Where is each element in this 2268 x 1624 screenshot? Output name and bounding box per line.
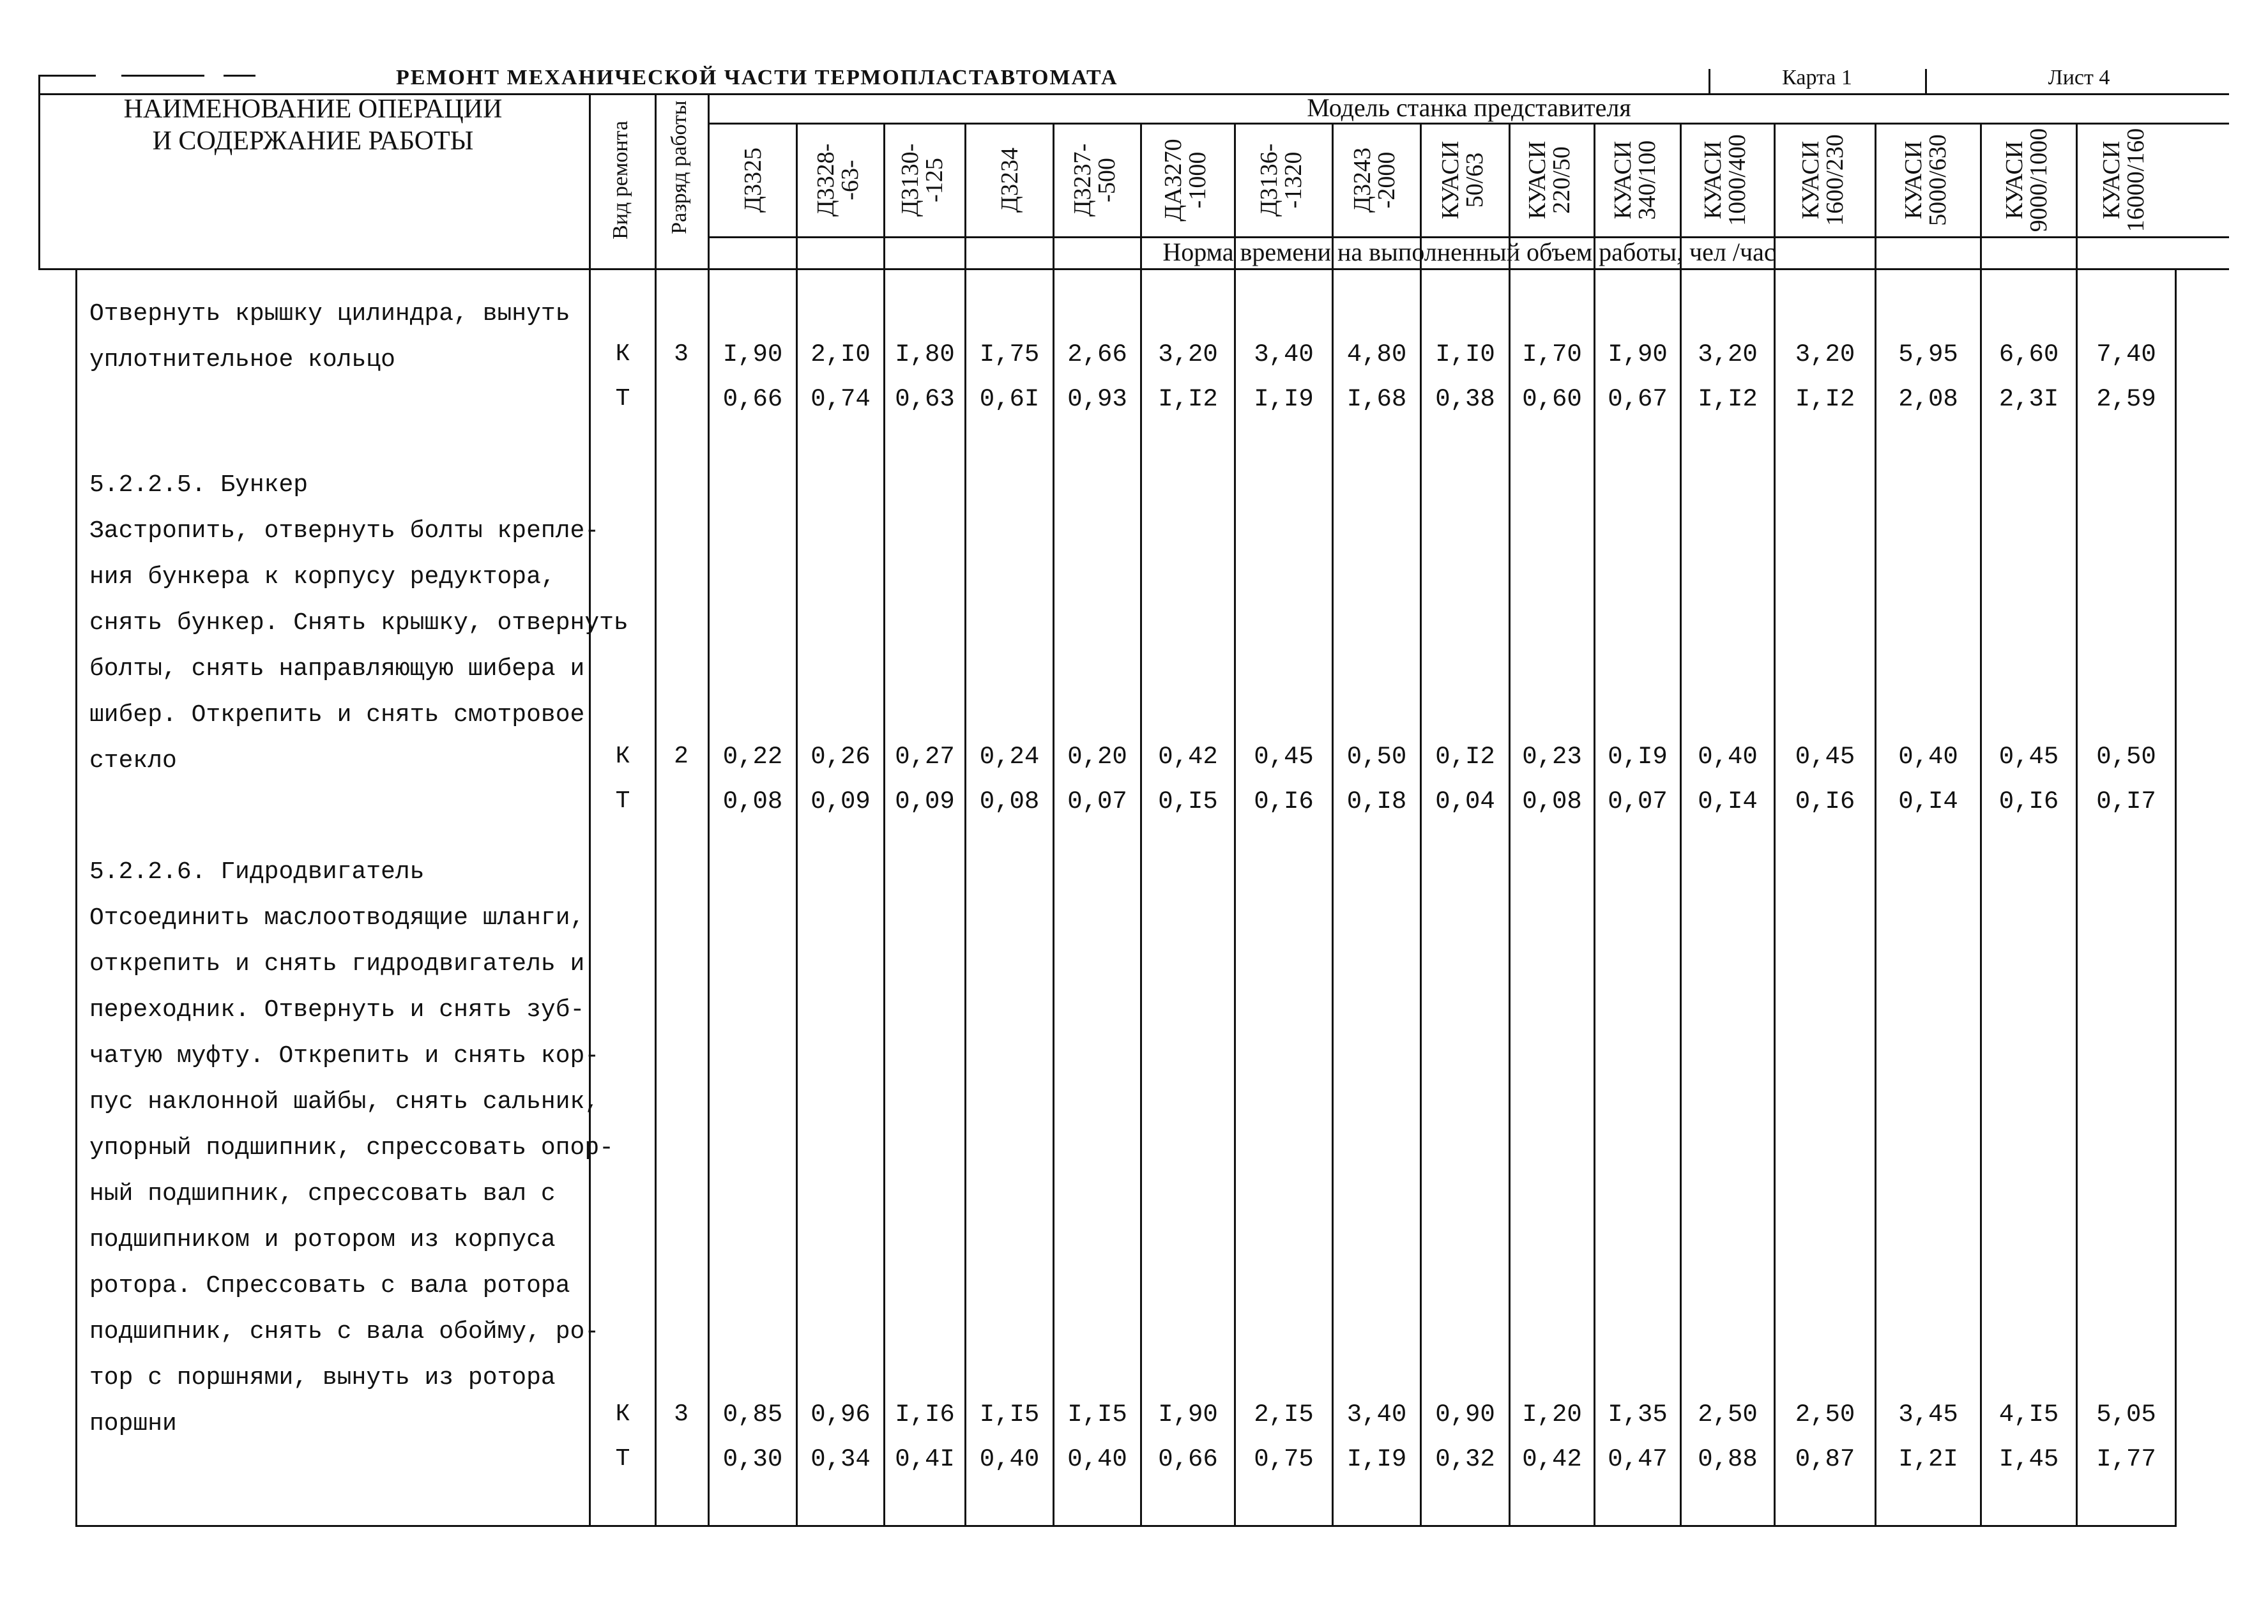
operation-text-line: подшипником и ротором из корпуса bbox=[89, 1226, 556, 1254]
model-header-cell bbox=[814, 126, 867, 234]
norm-value-cell: 0,66 bbox=[1158, 1445, 1218, 1473]
model-header-cell bbox=[1161, 126, 1215, 234]
model-size: 340/100 bbox=[1634, 140, 1661, 220]
repair-type-code: К bbox=[615, 340, 630, 368]
operation-text-line: ния бункера к корпусу редуктора, bbox=[89, 563, 556, 591]
model-name: КУАСИ bbox=[2000, 140, 2028, 220]
model-size: -2000 bbox=[1373, 151, 1400, 209]
col-rule bbox=[655, 93, 657, 1526]
norm-value-cell: 0,4I bbox=[895, 1445, 955, 1473]
model-size: 220/50 bbox=[1548, 146, 1575, 214]
operation-text-line: пус наклонной шайбы, снять сальник, bbox=[89, 1088, 600, 1116]
norm-value-cell: 3,20 bbox=[1698, 340, 1758, 368]
model-name: КУАСИ bbox=[1900, 140, 1927, 220]
sheet-number: Лист 4 bbox=[2048, 66, 2110, 89]
norm-value-cell: 0,40 bbox=[979, 1445, 1040, 1473]
norm-value-cell: 0,09 bbox=[811, 787, 871, 816]
norm-value-cell: 3,20 bbox=[1795, 340, 1855, 368]
operation-text-line: переходник. Отвернуть и снять зуб- bbox=[89, 996, 585, 1024]
body-left-rule bbox=[75, 268, 77, 1526]
norm-value-cell: 0,I6 bbox=[1795, 787, 1855, 816]
norm-value-cell: I,20 bbox=[1522, 1400, 1582, 1429]
norm-value-cell: 0,I5 bbox=[1158, 787, 1218, 816]
norm-value-cell: 0,26 bbox=[811, 743, 871, 771]
model-size: 5000/630 bbox=[1924, 134, 1951, 226]
norm-value-cell: 3,40 bbox=[1346, 1400, 1407, 1429]
operation-text-line: стекло bbox=[89, 747, 177, 775]
norm-value-cell: 6,60 bbox=[1998, 340, 2059, 368]
norm-value-cell: 0,90 bbox=[1435, 1400, 1495, 1429]
norm-value-cell: 0,I9 bbox=[1608, 743, 1668, 771]
norm-value-cell: 0,40 bbox=[1067, 1445, 1127, 1473]
work-grade-header: Разряд работы bbox=[667, 100, 691, 234]
norm-value-cell: I,I9 bbox=[1346, 1445, 1407, 1473]
norm-value-cell: 2,08 bbox=[1898, 385, 1958, 413]
norm-value-cell: 0,67 bbox=[1608, 385, 1668, 413]
model-header-cell bbox=[1525, 126, 1579, 234]
norm-value-cell: I,I5 bbox=[1067, 1400, 1127, 1429]
norm-value-cell: I,45 bbox=[1998, 1445, 2059, 1473]
title-divider bbox=[1709, 69, 1710, 95]
top-rule-dash bbox=[121, 75, 204, 77]
model-header-cell bbox=[2099, 126, 2153, 234]
norm-value-cell: 0,08 bbox=[979, 787, 1040, 816]
operation-text-line: тор с поршнями, вынуть из ротора bbox=[89, 1364, 556, 1392]
model-size: -125 bbox=[921, 158, 948, 202]
model-name: КУАСИ bbox=[1700, 140, 1726, 220]
norm-value-cell: 0,42 bbox=[1522, 1445, 1582, 1473]
bottom-rule bbox=[75, 1525, 2177, 1527]
top-rule-dash bbox=[224, 75, 255, 77]
model-name: КУАСИ bbox=[2098, 140, 2125, 220]
model-size: -63- bbox=[837, 160, 864, 201]
norm-value-cell: 0,38 bbox=[1435, 385, 1495, 413]
model-size: -1000 bbox=[1184, 151, 1211, 209]
model-header-cell bbox=[1701, 126, 1754, 234]
header-bottom-rule bbox=[38, 268, 2229, 270]
model-name: ДА3270 bbox=[1160, 139, 1187, 222]
norm-value-cell: I,I2 bbox=[1698, 385, 1758, 413]
norm-value-cell: 0,75 bbox=[1254, 1445, 1314, 1473]
norm-value-cell: 0,I6 bbox=[1998, 787, 2059, 816]
norm-value-cell: 0,40 bbox=[1898, 743, 1958, 771]
norm-value-cell: 0,66 bbox=[722, 385, 783, 413]
operation-text-line: подшипник, снять с вала обойму, ро- bbox=[89, 1318, 600, 1346]
norm-value-cell: I,I5 bbox=[979, 1400, 1040, 1429]
repair-type-code: К bbox=[615, 743, 630, 770]
norm-value-cell: 0,27 bbox=[895, 743, 955, 771]
norm-value-cell: 5,05 bbox=[2096, 1400, 2156, 1429]
model-header-cell bbox=[1257, 126, 1311, 234]
norm-value-cell: 0,60 bbox=[1522, 385, 1582, 413]
model-header-cell bbox=[2002, 126, 2056, 234]
operation-header bbox=[38, 93, 588, 157]
operation-text-line: поршни bbox=[89, 1410, 177, 1438]
model-name: Д3130- bbox=[897, 143, 924, 217]
norm-value-cell: 0,32 bbox=[1435, 1445, 1495, 1473]
norm-value-cell: 0,93 bbox=[1067, 385, 1127, 413]
model-name: Д3328- bbox=[812, 143, 839, 217]
model-size: 16000/160 bbox=[2122, 128, 2149, 232]
operation-text-line: ротора. Спрессовать с вала ротора bbox=[89, 1272, 570, 1300]
norm-value-cell: 0,45 bbox=[1998, 743, 2059, 771]
norm-value-cell: 3,20 bbox=[1158, 340, 1218, 368]
operation-text-line: 5.2.2.5. Бункер bbox=[89, 471, 308, 499]
model-header-cell bbox=[1611, 126, 1664, 234]
model-name: Д3325 bbox=[739, 148, 766, 213]
norm-value-cell: 3,45 bbox=[1898, 1400, 1958, 1429]
norm-value-cell: 2,I5 bbox=[1254, 1400, 1314, 1429]
norm-value-cell: 0,45 bbox=[1254, 743, 1314, 771]
model-size: -500 bbox=[1093, 158, 1120, 202]
norm-value-cell: I,90 bbox=[722, 340, 783, 368]
norm-value-cell: 0,I7 bbox=[2096, 787, 2156, 816]
model-header-cell bbox=[1438, 126, 1492, 234]
model-name: КУАСИ bbox=[1610, 140, 1636, 220]
top-rule-dash bbox=[38, 75, 96, 77]
norm-value-cell: I,I0 bbox=[1435, 340, 1495, 368]
norm-value-cell: 0,08 bbox=[722, 787, 783, 816]
model-name: Д3243 bbox=[1348, 148, 1376, 213]
norm-value-cell: 0,I2 bbox=[1435, 743, 1495, 771]
norm-value-cell: 4,80 bbox=[1346, 340, 1407, 368]
operation-text-line: 5.2.2.6. Гидродвигатель bbox=[89, 858, 425, 886]
norm-value-cell: 0,I8 bbox=[1346, 787, 1407, 816]
model-size: 9000/1000 bbox=[2025, 128, 2052, 232]
model-size: 1000/400 bbox=[1724, 134, 1751, 226]
norm-value-cell: 0,85 bbox=[722, 1400, 783, 1429]
norm-value-cell: I,70 bbox=[1522, 340, 1582, 368]
repair-type-header: Вид ремонта bbox=[609, 121, 632, 239]
norm-value-cell: 0,07 bbox=[1608, 787, 1668, 816]
norm-value-cell: 0,88 bbox=[1698, 1445, 1758, 1473]
model-header-cell bbox=[1901, 126, 1955, 234]
model-header-cell bbox=[1070, 126, 1124, 234]
operation-header-line1: НАИМЕНОВАНИЕ ОПЕРАЦИИ bbox=[123, 95, 503, 124]
norm-value-cell: I,I2 bbox=[1795, 385, 1855, 413]
repair-type-code: Т bbox=[615, 385, 630, 413]
norm-value-cell: I,77 bbox=[2096, 1445, 2156, 1473]
norm-value-cell: I,35 bbox=[1608, 1400, 1668, 1429]
norm-value-cell: 2,I0 bbox=[811, 340, 871, 368]
norm-value-cell: I,I6 bbox=[895, 1400, 955, 1429]
sheet-title: РЕМОНТ МЕХАНИЧЕСКОЙ ЧАСТИ ТЕРМОПЛАСТАВТОМАТА bbox=[396, 66, 1118, 89]
operation-text-line: чатую муфту. Открепить и снять кор- bbox=[89, 1042, 600, 1070]
model-name: КУАСИ bbox=[1437, 140, 1464, 220]
model-name: Д3234 bbox=[996, 148, 1023, 213]
operation-text-line: Застропить, отвернуть болты крепле- bbox=[89, 517, 600, 545]
operation-text-line: болты, снять направляющую шибера и bbox=[89, 655, 585, 683]
norm-value-cell: 0,I6 bbox=[1254, 787, 1314, 816]
model-header: Модель станка представителя bbox=[1307, 93, 1631, 122]
work-grade: 3 bbox=[674, 340, 689, 368]
norm-value-cell: I,68 bbox=[1346, 385, 1407, 413]
norm-value-cell: 0,08 bbox=[1522, 787, 1582, 816]
norm-value-cell: 0,63 bbox=[895, 385, 955, 413]
norm-value-cell: 0,42 bbox=[1158, 743, 1218, 771]
operation-text-line: упорный подшипник, спрессовать опор- bbox=[89, 1134, 614, 1162]
norm-value-cell: 0,30 bbox=[722, 1445, 783, 1473]
model-name: КУАСИ bbox=[1797, 140, 1824, 220]
norm-value-cell: 0,23 bbox=[1522, 743, 1582, 771]
model-title-rule bbox=[709, 123, 2229, 125]
norm-header: Норма времени на выполненный объем работы, чел /час bbox=[1162, 238, 1776, 266]
model-header-cell bbox=[983, 126, 1037, 234]
model-header-cell bbox=[898, 126, 952, 234]
work-grade: 2 bbox=[674, 743, 689, 770]
norm-value-cell: 3,40 bbox=[1254, 340, 1314, 368]
norm-value-cell: 0,I4 bbox=[1698, 787, 1758, 816]
norm-value-cell: 7,40 bbox=[2096, 340, 2156, 368]
operation-text-line: открепить и снять гидродвигатель и bbox=[89, 950, 585, 978]
model-header-cell bbox=[726, 126, 780, 234]
norm-value-cell: 0,34 bbox=[811, 1445, 871, 1473]
card-number: Карта 1 bbox=[1782, 66, 1852, 89]
norm-value-cell: 2,50 bbox=[1795, 1400, 1855, 1429]
norm-value-cell: 0,24 bbox=[979, 743, 1040, 771]
norm-value-cell: I,75 bbox=[979, 340, 1040, 368]
norm-value-cell: 0,40 bbox=[1698, 743, 1758, 771]
norm-value-cell: 0,I4 bbox=[1898, 787, 1958, 816]
norm-value-cell: 0,07 bbox=[1067, 787, 1127, 816]
norm-value-cell: 2,66 bbox=[1067, 340, 1127, 368]
norm-value-cell: 0,50 bbox=[2096, 743, 2156, 771]
repair-type-code: Т bbox=[615, 787, 630, 815]
norm-value-cell: I,I9 bbox=[1254, 385, 1314, 413]
operation-text-line: Отсоединить маслоотводящие шланги, bbox=[89, 904, 585, 932]
operation-text-line: шибер. Открепить и снять смотровое bbox=[89, 701, 585, 729]
norm-value-cell: I,90 bbox=[1608, 340, 1668, 368]
norm-value-cell: 5,95 bbox=[1898, 340, 1958, 368]
norm-value-cell: 0,09 bbox=[895, 787, 955, 816]
model-header-cell bbox=[1799, 126, 1852, 234]
norm-value-cell: 2,3I bbox=[1998, 385, 2059, 413]
col-rule bbox=[2175, 268, 2177, 1526]
norm-value-cell: 0,22 bbox=[722, 743, 783, 771]
norm-value-cell: 0,96 bbox=[811, 1400, 871, 1429]
norm-value-cell: I,2I bbox=[1898, 1445, 1958, 1473]
operation-header-line2: И СОДЕРЖАНИЕ РАБОТЫ bbox=[152, 126, 474, 156]
norm-value-cell: I,90 bbox=[1158, 1400, 1218, 1429]
norm-value-cell: 0,87 bbox=[1795, 1445, 1855, 1473]
title-divider bbox=[1925, 69, 1927, 95]
norm-value-cell: 0,50 bbox=[1346, 743, 1407, 771]
norm-value-cell: 0,20 bbox=[1067, 743, 1127, 771]
norm-value-cell: 4,I5 bbox=[1998, 1400, 2059, 1429]
operation-text-line: уплотнительное кольцо bbox=[89, 346, 395, 374]
model-header-cell bbox=[1350, 126, 1404, 234]
norm-value-cell: 0,45 bbox=[1795, 743, 1855, 771]
model-size: 1600/230 bbox=[1821, 134, 1848, 226]
model-size: -1320 bbox=[1280, 151, 1307, 209]
repair-type-code: Т bbox=[615, 1445, 630, 1473]
norm-value-cell: 2,50 bbox=[1698, 1400, 1758, 1429]
norm-value-cell: 0,04 bbox=[1435, 787, 1495, 816]
operation-text-line: Отвернуть крышку цилиндра, вынуть bbox=[89, 300, 570, 328]
operation-text-line: ный подшипник, спрессовать вал с bbox=[89, 1180, 556, 1208]
norm-value-cell: 0,47 bbox=[1608, 1445, 1668, 1473]
model-size: 50/63 bbox=[1461, 152, 1488, 208]
norm-value-cell: I,80 bbox=[895, 340, 955, 368]
norm-value-cell: I,I2 bbox=[1158, 385, 1218, 413]
norm-value-cell: 2,59 bbox=[2096, 385, 2156, 413]
norm-value-cell: 0,74 bbox=[811, 385, 871, 413]
work-grade: 3 bbox=[674, 1400, 689, 1428]
norm-value-cell: 0,6I bbox=[979, 385, 1040, 413]
model-name: КУАСИ bbox=[1524, 140, 1551, 220]
model-name: Д3136- bbox=[1256, 143, 1282, 217]
model-name: Д3237- bbox=[1069, 143, 1096, 217]
repair-type-code: К bbox=[615, 1400, 630, 1428]
operation-text-line: снять бункер. Снять крышку, отвернуть bbox=[89, 609, 628, 637]
